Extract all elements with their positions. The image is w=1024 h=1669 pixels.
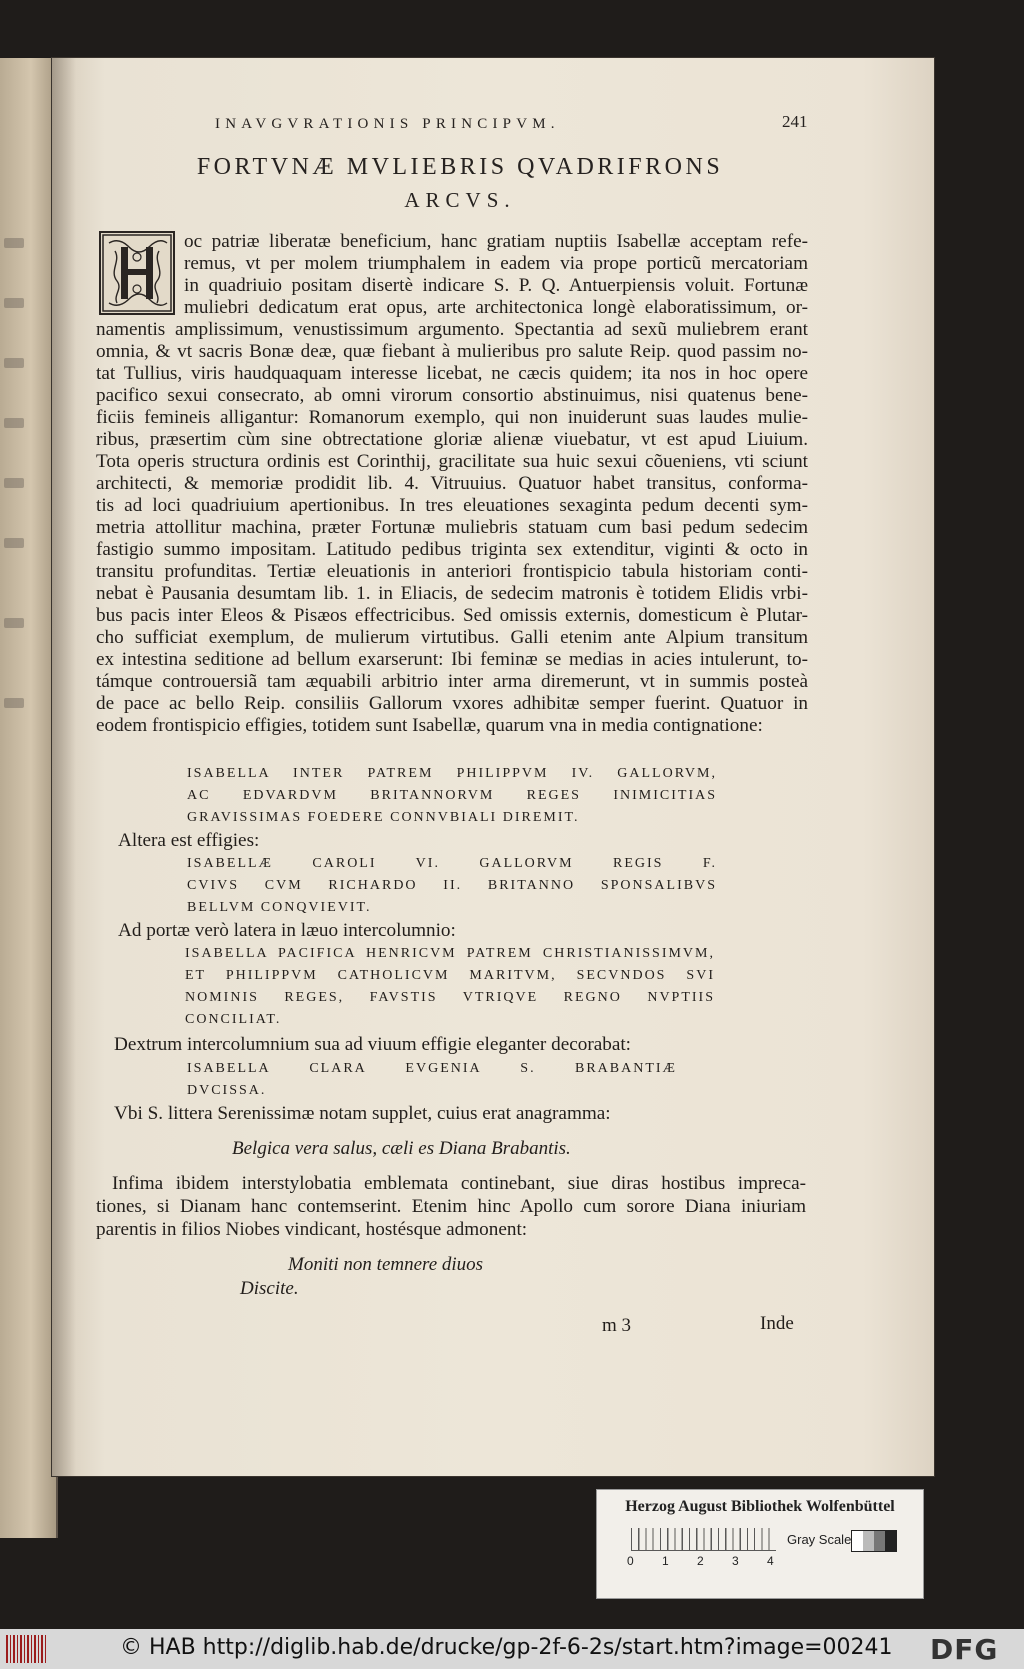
text-line: fastigio summo impositam. Latitudo pedibus triginta sex extenditur, viginti & octo in xyxy=(96,539,808,560)
footer-bar xyxy=(0,1629,1024,1669)
text-line: bus pacis inter Eleos & Pisæos effectricibus. Sed omissis externis, domesticum è Plutar- xyxy=(96,605,808,626)
text-line: parentis in filios Niobes vindicant, hostésque admonent: xyxy=(96,1219,528,1240)
text-line: támque controuersiã tam æquabili arbitrio inter arma diremerunt, vt in summis posteà xyxy=(96,671,808,692)
ornament-icon xyxy=(101,233,173,313)
decorated-initial xyxy=(99,231,175,315)
text-line: namentis amplissimum, venustissimum argumento. Spectantia ad sexũ muliebrem erant xyxy=(96,319,808,340)
page-number: 241 xyxy=(782,112,808,131)
title-line-1: FORTVNÆ MVLIEBRIS QVADRIFRONS xyxy=(196,154,724,180)
text-line: tiones, si Dianam hanc contemserint. Etenim hinc Apollo cum sorore Diana iniuriam xyxy=(96,1196,806,1217)
intro-line: Ad portæ verò latera in læuo intercolumnio: xyxy=(118,920,456,941)
inscription-line: BELLVM CONQVIEVIT. xyxy=(187,900,372,915)
inscription-line: GRAVISSIMAS FOEDERE CONNVBIALI DIREMIT. xyxy=(187,810,580,825)
text-line: remus, vt per molem triumphalem in eadem via prope porticũ mercatoriam xyxy=(184,253,808,274)
copyright-link[interactable]: © HAB http://diglib.hab.de/drucke/gp-2f-6-2s/start.htm?image=00241 xyxy=(120,1635,893,1660)
ruler-number: 1 xyxy=(662,1554,669,1568)
ruler-number: 3 xyxy=(732,1554,739,1568)
intro-line: Dextrum intercolumnium sua ad viuum effigie eleganter decorabat: xyxy=(114,1034,631,1055)
verse-line: Discite. xyxy=(240,1278,299,1299)
running-head: INAVGVRATIONIS PRINCIPVM. xyxy=(215,116,560,132)
text-line: Tota operis structura ordinis est Corinthij, gracilitate sua huic sexui cõueniens, vti sciunt xyxy=(96,451,808,472)
intro-line: Altera est effigies: xyxy=(118,830,260,851)
gray-scale-label: Gray Scale xyxy=(787,1532,852,1547)
inscription-line: ET PHILIPPVM CATHOLICVM MARITVM, SECVNDOS SVI xyxy=(185,968,715,983)
text-line: Infima ibidem interstylobatia emblemata continebant, siue diras hostibus impreca- xyxy=(112,1173,806,1194)
gray-scale-swatch xyxy=(851,1530,897,1552)
inscription-line: CVIVS CVM RICHARDO II. BRITANNO SPONSALIBVS xyxy=(187,878,717,893)
catchword: Inde xyxy=(760,1313,794,1334)
text-line: nebat è Pausania desumtam lib. 1. in Eliacis, de sedecim matronis è totidem Elidis vrbi- xyxy=(96,583,808,604)
inscription-line: ISABELLA CLARA EVGENIA S. BRABANTIÆ xyxy=(187,1061,677,1076)
title-line-2: ARCVS. xyxy=(404,188,516,212)
text-line: in quadriuio positam disertè indicare S. P. Q. Antuerpiensis voluit. Fortunæ xyxy=(184,275,808,296)
anagram: Belgica vera salus, cæli es Diana Brabantis. xyxy=(232,1138,571,1159)
inscription-line: ISABELLA PACIFICA HENRICVM PATREM CHRISTIANISSIMVM, xyxy=(185,946,715,961)
text-line: architecti, & memoriæ prodidit lib. 4. Vitruuius. Quatuor habet transitus, conforma- xyxy=(96,473,808,494)
ruler-number: 4 xyxy=(767,1554,774,1568)
text-line: tis ad loci quadriuium apertionibus. In tres eleuationes sexaginta pedum decenti sym- xyxy=(96,495,808,516)
gutter-shadow xyxy=(52,58,76,1476)
text-line: omnia, & vt sacris Bonæ deæ, quæ fiebant à mulieribus pro salute Reip. quod passim no- xyxy=(96,341,808,362)
inscription-line: ISABELLA INTER PATREM PHILIPPVM IV. GALLORVM, xyxy=(187,766,717,781)
inscription-line: NOMINIS REGES, FAVSTIS VTRIQVE REGNO NVPTIIS xyxy=(185,990,715,1005)
text-line: ficiis femineis alligantur: Romanorum exemplo, qui non inuiderunt suas laudes mulie- xyxy=(96,407,808,428)
text-line: de pace ac bello Reip. consiliis Gallorum vxores adhibitæ semper fuerint. Quatuor in xyxy=(96,693,808,714)
signature-mark: m 3 xyxy=(602,1315,632,1336)
intro-line: Vbi S. littera Serenissimæ notam supplet, cuius erat anagramma: xyxy=(114,1103,611,1124)
library-name: Herzog August Bibliothek Wolfenbüttel xyxy=(625,1498,895,1515)
text-line: transitu profunditas. Tertiæ eleuationis in anteriori frontispicio tabula historiam conti- xyxy=(96,561,808,582)
text-line: cho sufficiat exemplum, de mulierum virtutibus. Galli etenim ante Alpium transitum xyxy=(96,627,808,648)
ruler-number: 0 xyxy=(627,1554,634,1568)
inscription-line: ISABELLÆ CAROLI VI. GALLORVM REGIS F. xyxy=(187,856,717,871)
text-line: metria attollitur machina, præter Fortunæ muliebris statuam cum basi pedum sedecim xyxy=(96,517,808,538)
barcode-icon xyxy=(6,1635,46,1663)
ruler-number: 2 xyxy=(697,1554,704,1568)
text-line: tat Tullius, viris haudquaquam interesse licebat, ne cæcis quidem; ita nos in hoc opere xyxy=(96,363,808,384)
inscription-line: DVCISSA. xyxy=(187,1083,267,1098)
dfg-logo: DFG xyxy=(930,1633,999,1666)
adjacent-page-edge xyxy=(0,58,58,1538)
text-line: oc patriæ liberatæ beneficium, hanc gratiam nuptiis Isabellæ acceptam refe- xyxy=(184,231,808,252)
inscription-line: CONCILIAT. xyxy=(185,1012,282,1027)
text-line: eodem frontispicio effigies, totidem sunt Isabellæ, quarum vna in media contignatione: xyxy=(96,715,763,736)
text-line: ribus, præsertim cùm sine obtrectatione gloriæ alienæ viuebatur, vt est apud Liuium. xyxy=(96,429,808,450)
text-line: muliebri dedicatum erat opus, arte architectonica longè elaboratissimum, or- xyxy=(184,297,808,318)
text-line: ex intestina seditione ad bellum exarserunt: Ibi feminæ se medias in acies intulerunt, to- xyxy=(96,649,808,670)
library-card xyxy=(596,1489,924,1599)
text-line: pacifico sexui consecrato, ab omni virorum consortio abstinuimus, nisi quatenus bene- xyxy=(96,385,808,406)
verse-line: Moniti non temnere diuos xyxy=(288,1254,484,1275)
inscription-line: AC EDVARDVM BRITANNORVM REGES INIMICITIAS xyxy=(187,788,717,803)
scale-ruler xyxy=(631,1528,776,1551)
